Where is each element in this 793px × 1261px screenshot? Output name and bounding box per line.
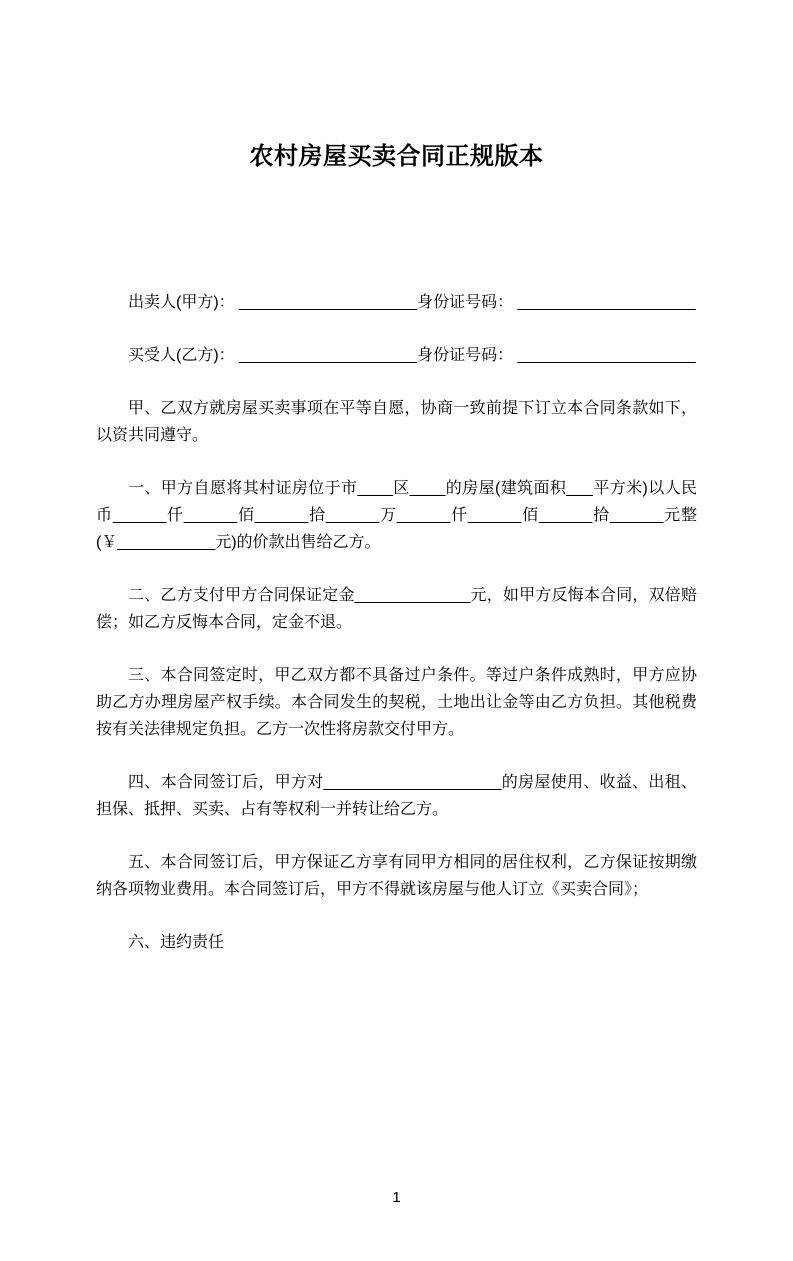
clause-intro: 甲、乙双方就房屋买卖事项在平等自愿，协商一致前提下订立本合同条款如下，以资共同遵守。	[96, 400, 697, 444]
clause-3-transfer: 三、本合同签定时，甲乙双方都不具备过户条件。等过户条件成熟时，甲方应协助乙方办理房屋产权手续。本合同发生的契税，土地出让金等由乙方负担。其他税费按有关法律规定负担。乙方一次性将房款交付甲方。	[96, 667, 697, 738]
contract-content	[0, 139, 793, 956]
buyer-name-blank: ____________________	[239, 347, 418, 364]
buyer-line	[96, 342, 697, 369]
buyer-label: 买受人(乙方)：	[128, 347, 240, 364]
page-title: 农村房屋买卖合同正规版本	[249, 143, 544, 170]
buyer-id-blank: ____________________	[517, 347, 696, 364]
clause-2-deposit: 二、乙方支付甲方合同保证定金_____________元，如甲方反悔本合同，双倍赔偿；如乙方反悔本合同，定金不退。	[96, 587, 697, 631]
contract-page	[0, 139, 793, 1261]
clause-4-rights: 四、本合同签订后，甲方对____________________的房屋使用、收益、出租、担保、抵押、买卖、占有等权利一并转让给乙方。	[96, 774, 697, 818]
seller-name-blank: ____________________	[239, 294, 418, 311]
seller-label: 出卖人(甲方)：	[128, 294, 240, 311]
seller-id-label: 身份证号码：	[417, 294, 518, 311]
seller-id-blank: ____________________	[517, 294, 696, 311]
seller-line	[96, 289, 697, 316]
page-number: 1	[392, 1189, 401, 1206]
clause-5-residence: 五、本合同签订后，甲方保证乙方享有同甲方相同的居住权利，乙方保证按期缴纳各项物业费用。本合同签订后，甲方不得就该房屋与他人订立《买卖合同》；	[96, 854, 697, 898]
clause-6-liability: 六、违约责任	[128, 934, 225, 951]
buyer-id-label: 身份证号码：	[417, 347, 518, 364]
clause-1-price: 一、甲方自愿将其村证房位于市____区____的房屋(建筑面积___平方米)以人民币______仟______佰______拾______万______仟______佰______拾______元整(￥___________元)的价款出售给乙方。	[96, 480, 697, 551]
